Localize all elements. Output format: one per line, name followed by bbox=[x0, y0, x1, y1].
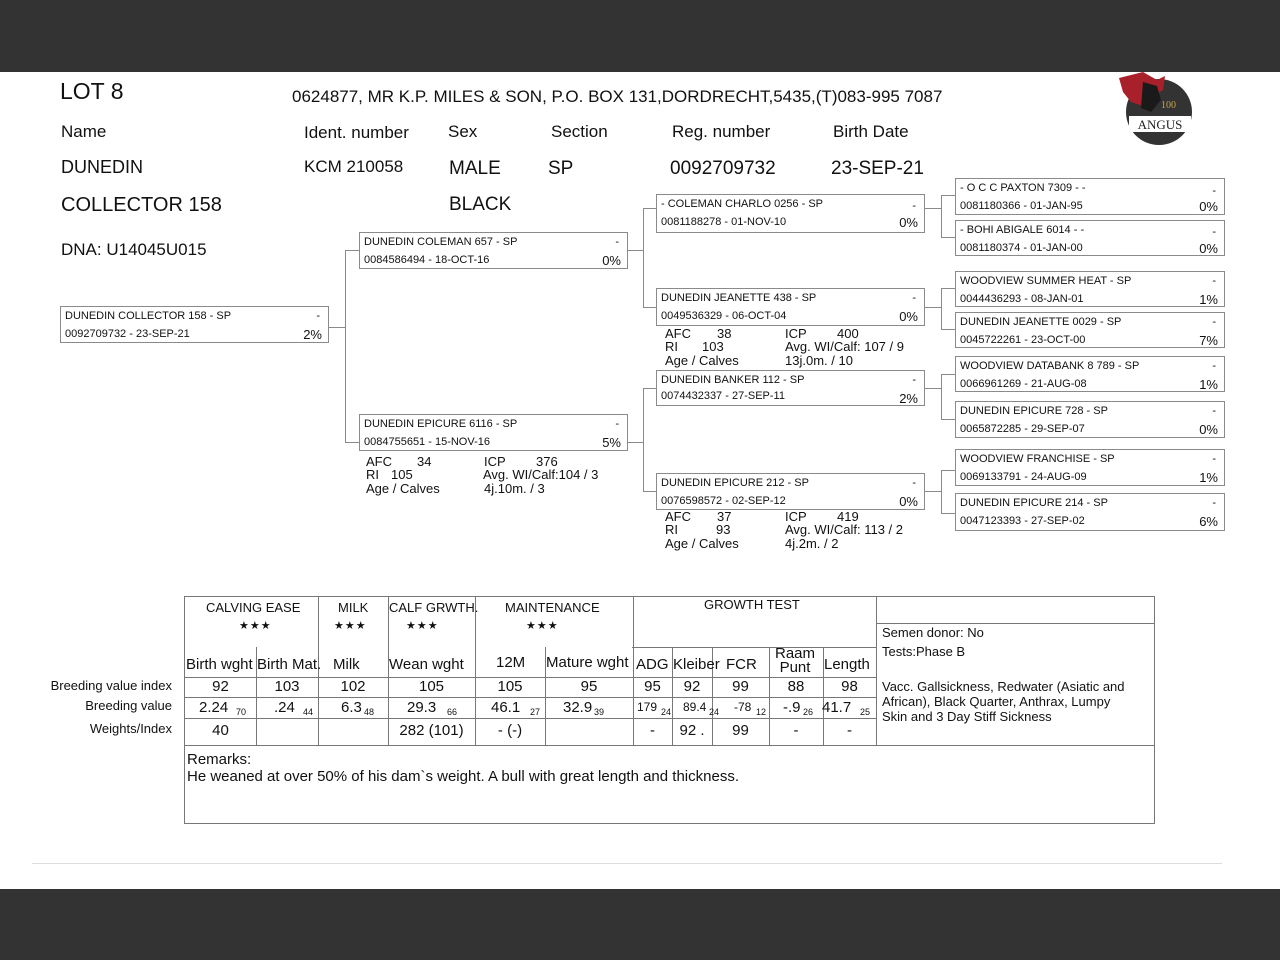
connector bbox=[628, 442, 643, 443]
ri-label: RI bbox=[665, 339, 678, 354]
ggp-dash: - bbox=[1212, 405, 1216, 417]
connector bbox=[941, 195, 942, 237]
bv-cell: -.9 bbox=[783, 699, 801, 716]
section-label: Section bbox=[551, 122, 608, 141]
bv-cell: 2.24 bbox=[199, 699, 229, 716]
connector bbox=[643, 388, 644, 491]
ggp-reg: 0066961269 - 21-AUG-08 bbox=[960, 378, 1087, 390]
avg-calf: Avg. WI/Calf: 107 / 9 bbox=[785, 339, 904, 354]
ggp-pct: 1% bbox=[1199, 470, 1218, 485]
acc-cell: 25 bbox=[860, 707, 871, 717]
stars-calf: ★★★ bbox=[406, 620, 439, 632]
dam-reg: 0084755651 - 15-NOV-16 bbox=[364, 436, 490, 448]
ggp-reg: 0069133791 - 24-AUG-09 bbox=[960, 471, 1087, 483]
afc-value: 37 bbox=[717, 509, 732, 524]
remarks-text: He weaned at over 50% of his dam`s weight. A bull with great length and thickness. bbox=[187, 768, 739, 785]
connector bbox=[628, 250, 643, 251]
col-birth-wght: Birth wght bbox=[186, 656, 253, 673]
idx-cell: 105 bbox=[497, 678, 523, 695]
icp-value: 419 bbox=[837, 509, 859, 524]
ggp-reg: 0081180366 - 01-JAN-95 bbox=[960, 200, 1083, 212]
semen-donor: Semen donor: No bbox=[882, 625, 984, 640]
ss-dash: - bbox=[912, 200, 916, 212]
col-milk: Milk bbox=[333, 656, 360, 673]
cat-maintenance: MAINTENANCE bbox=[505, 600, 600, 615]
icp-value: 400 bbox=[837, 326, 859, 341]
pedigree-dam[interactable] bbox=[359, 414, 628, 451]
idx-cell: 98 bbox=[841, 678, 858, 695]
ri-label: RI bbox=[366, 467, 379, 482]
acc-cell: 24 bbox=[709, 707, 720, 717]
idx-cell: 99 bbox=[732, 678, 749, 695]
pedigree-ggp-4[interactable] bbox=[955, 312, 1225, 348]
ggp-dash: - bbox=[1212, 316, 1216, 328]
ggp-dash: - bbox=[1212, 453, 1216, 465]
wt-cell: - bbox=[793, 722, 799, 739]
reg-label: Reg. number bbox=[672, 122, 771, 141]
connector bbox=[941, 237, 956, 238]
ggp-reg: 0047123393 - 27-SEP-02 bbox=[960, 515, 1085, 527]
wt-cell: 99 bbox=[732, 722, 749, 739]
wt-cell: 282 (101) bbox=[399, 722, 464, 739]
pedigree-sire-sire[interactable] bbox=[656, 194, 925, 233]
dd-name: DUNEDIN EPICURE 212 - SP bbox=[661, 477, 809, 489]
bv-cell: .24 bbox=[274, 699, 295, 716]
ggp-name: DUNEDIN EPICURE 214 - SP bbox=[960, 497, 1108, 509]
sd-reg: 0049536329 - 06-OCT-04 bbox=[661, 310, 787, 322]
col-wean-wght: Wean wght bbox=[389, 656, 464, 673]
idx-cell: 105 bbox=[418, 678, 445, 695]
ds-reg: 0074432337 - 27-SEP-11 bbox=[661, 390, 785, 402]
idx-cell: 88 bbox=[787, 678, 805, 695]
connector bbox=[329, 327, 345, 328]
col-mature-wght: Mature wght bbox=[546, 654, 629, 671]
ggp-dash: - bbox=[1212, 226, 1216, 238]
pedigree-ggp-5[interactable] bbox=[955, 356, 1225, 392]
ggp-pct: 0% bbox=[1199, 241, 1218, 256]
ri-value: 103 bbox=[702, 339, 724, 354]
connector bbox=[941, 374, 942, 419]
age-value: 4j.10m. / 3 bbox=[484, 481, 545, 496]
animal-pct: 2% bbox=[303, 327, 322, 342]
stars-calving: ★★★ bbox=[239, 620, 272, 632]
ss-reg: 0081188278 - 01-NOV-10 bbox=[661, 216, 787, 228]
acc-cell: 44 bbox=[303, 707, 314, 717]
connector bbox=[925, 208, 941, 209]
afc-label: AFC bbox=[665, 326, 691, 341]
age-value: 13j.0m. / 10 bbox=[785, 353, 853, 368]
ri-value: 93 bbox=[716, 522, 731, 537]
ggp-pct: 1% bbox=[1199, 377, 1218, 392]
acc-cell: 26 bbox=[803, 707, 814, 717]
ggp-pct: 6% bbox=[1199, 514, 1218, 529]
ss-pct: 0% bbox=[899, 215, 918, 230]
ds-dash: - bbox=[912, 374, 916, 386]
pedigree-ggp-1[interactable] bbox=[955, 178, 1225, 215]
owner-line: 0624877, MR K.P. MILES & SON, P.O. BOX 131,DORDRECHT,5435,(T)083-995 7087 bbox=[292, 87, 943, 106]
sire-pct: 0% bbox=[602, 253, 621, 268]
reg-value: 0092709732 bbox=[670, 158, 776, 179]
ri-label: RI bbox=[665, 522, 678, 537]
acc-cell: 24 bbox=[661, 707, 672, 717]
animal-name-line1: DUNEDIN bbox=[61, 157, 144, 177]
wt-cell: 92 . bbox=[679, 722, 705, 739]
ggp-reg: 0044436293 - 08-JAN-01 bbox=[960, 293, 1084, 305]
age-label: Age / Calves bbox=[665, 536, 739, 551]
connector bbox=[941, 195, 956, 196]
pedigree-ggp-3[interactable] bbox=[955, 271, 1225, 307]
bv-cell: 32.9 bbox=[563, 699, 593, 716]
connector bbox=[941, 470, 942, 513]
cat-calf-growth: CALF GRWTH. bbox=[389, 600, 479, 615]
acc-cell: 27 bbox=[530, 707, 541, 717]
connector bbox=[941, 329, 956, 330]
wt-cell: 40 bbox=[212, 722, 229, 739]
connector bbox=[941, 288, 942, 329]
afc-value: 34 bbox=[417, 454, 432, 469]
connector bbox=[345, 250, 346, 442]
pedigree-animal[interactable] bbox=[60, 306, 329, 343]
sd-dash: - bbox=[912, 292, 916, 304]
bv-cell: 89.4 bbox=[683, 700, 707, 714]
idx-cell: 95 bbox=[580, 678, 598, 695]
pedigree-sire-dam[interactable] bbox=[656, 288, 925, 326]
age-label: Age / Calves bbox=[665, 353, 739, 368]
section-value: SP bbox=[548, 158, 574, 179]
afc-label: AFC bbox=[366, 454, 392, 469]
ggp-name: - O C C PAXTON 7309 - - bbox=[960, 182, 1086, 194]
connector bbox=[345, 250, 360, 251]
bv-cell: 179 bbox=[637, 700, 658, 714]
sex-label: Sex bbox=[448, 122, 478, 141]
connector bbox=[643, 491, 657, 492]
ggp-reg: 0081180374 - 01-JAN-00 bbox=[960, 242, 1083, 254]
acc-cell: 70 bbox=[236, 707, 247, 717]
stars-maint: ★★★ bbox=[526, 620, 559, 632]
dam-dam-stats bbox=[665, 510, 925, 552]
pedigree-dam-dam[interactable] bbox=[656, 473, 925, 510]
pedigree-ggp-7[interactable] bbox=[955, 449, 1225, 486]
ds-name: DUNEDIN BANKER 112 - SP bbox=[661, 374, 805, 386]
wt-cell: - bbox=[650, 722, 655, 739]
ds-pct: 2% bbox=[899, 391, 918, 406]
dd-reg: 0076598572 - 02-SEP-12 bbox=[661, 495, 786, 507]
acc-cell: 39 bbox=[594, 707, 605, 717]
ri-value: 105 bbox=[391, 467, 413, 482]
dam-name: DUNEDIN EPICURE 6116 - SP bbox=[364, 418, 518, 430]
dna-code: DNA: U14045U015 bbox=[61, 240, 207, 259]
connector bbox=[345, 442, 360, 443]
connector bbox=[941, 374, 956, 375]
sale-catalog-page bbox=[0, 72, 1280, 889]
idx-cell: 103 bbox=[274, 678, 300, 695]
sex-value: MALE bbox=[449, 158, 501, 179]
cat-milk: MILK bbox=[338, 600, 369, 615]
age-label: Age / Calves bbox=[366, 481, 440, 496]
connector bbox=[941, 288, 956, 289]
connector bbox=[643, 208, 657, 209]
col-length: Length bbox=[824, 656, 870, 673]
col-kleiber: Kleiber bbox=[673, 656, 720, 673]
ident-label: Ident. number bbox=[304, 123, 409, 142]
col-12m: 12M bbox=[496, 654, 526, 671]
icp-label: ICP bbox=[785, 509, 807, 524]
afc-label: AFC bbox=[665, 509, 691, 524]
vaccination-line2: African), Black Quarter, Anthrax, Lumpy bbox=[882, 694, 1111, 709]
ggp-name: WOODVIEW FRANCHISE - SP bbox=[960, 453, 1115, 465]
col-fcr: FCR bbox=[726, 656, 757, 673]
col-raam-punt: Raam Punt bbox=[774, 645, 815, 676]
ggp-name: WOODVIEW SUMMER HEAT - SP bbox=[960, 275, 1132, 287]
connector bbox=[941, 513, 956, 514]
ggp-dash: - bbox=[1212, 360, 1216, 372]
acc-cell: 66 bbox=[447, 707, 458, 717]
connector bbox=[925, 491, 941, 492]
pedigree-dam-sire[interactable] bbox=[656, 370, 925, 406]
acc-cell: 48 bbox=[364, 707, 375, 717]
bv-cell: -78 bbox=[734, 700, 752, 714]
animal-reg: 0092709732 - 23-SEP-21 bbox=[65, 328, 190, 340]
angus-logo bbox=[1113, 72, 1197, 146]
dd-pct: 0% bbox=[899, 494, 918, 509]
connector bbox=[941, 470, 956, 471]
tests: Tests:Phase B bbox=[882, 644, 966, 659]
svg-text:100: 100 bbox=[1161, 100, 1176, 111]
connector bbox=[925, 307, 941, 308]
pedigree-ggp-8[interactable] bbox=[955, 493, 1225, 531]
ggp-pct: 1% bbox=[1199, 292, 1218, 307]
avg-calf: Avg. WI/Calf: 113 / 2 bbox=[785, 522, 904, 537]
cat-calving-ease: CALVING EASE bbox=[206, 600, 301, 615]
remarks-label: Remarks: bbox=[187, 751, 252, 768]
animal-name-line2: COLLECTOR 158 bbox=[61, 194, 222, 216]
wt-cell: - (-) bbox=[497, 722, 523, 739]
vaccination-line3: Skin and 3 Day Stiff Sickness bbox=[882, 709, 1052, 724]
ss-name: - COLEMAN CHARLO 0256 - SP bbox=[661, 198, 823, 210]
ggp-name: - BOHI ABIGALE 6014 - - bbox=[960, 224, 1085, 236]
ggp-pct: 7% bbox=[1199, 333, 1218, 348]
age-value: 4j.2m. / 2 bbox=[785, 536, 839, 551]
sd-pct: 0% bbox=[899, 309, 918, 324]
row-label-index: Breeding value index bbox=[50, 678, 172, 693]
ggp-dash: - bbox=[1212, 497, 1216, 509]
dam-stats bbox=[366, 455, 626, 497]
dam-pct: 5% bbox=[602, 435, 621, 450]
row-label-weights: Weights/Index bbox=[89, 721, 172, 736]
idx-cell: 92 bbox=[683, 678, 701, 695]
sire-reg: 0084586494 - 18-OCT-16 bbox=[364, 254, 490, 266]
dd-dash: - bbox=[912, 477, 916, 489]
bv-cell: 41.7 bbox=[822, 699, 852, 716]
avg-calf: Avg. WI/Calf:104 / 3 bbox=[483, 467, 599, 482]
col-adg: ADG bbox=[636, 656, 669, 673]
birth-label: Birth Date bbox=[833, 122, 909, 141]
row-label-bv: Breeding value bbox=[85, 698, 172, 713]
pedigree-sire[interactable] bbox=[359, 232, 628, 269]
ggp-name: WOODVIEW DATABANK 8 789 - SP bbox=[960, 360, 1140, 372]
divider bbox=[32, 863, 1222, 864]
logo-text: ANGUS bbox=[1137, 117, 1183, 132]
pedigree-ggp-2[interactable] bbox=[955, 220, 1225, 256]
connector bbox=[643, 208, 644, 307]
connector bbox=[925, 388, 941, 389]
ggp-pct: 0% bbox=[1199, 422, 1218, 437]
bv-cell: 29.3 bbox=[407, 699, 437, 716]
acc-cell: 12 bbox=[756, 707, 767, 717]
sire-name: DUNEDIN COLEMAN 657 - SP bbox=[364, 236, 518, 248]
bv-cell: 46.1 bbox=[491, 699, 521, 716]
ggp-reg: 0045722261 - 23-OCT-00 bbox=[960, 334, 1086, 346]
afc-value: 38 bbox=[717, 326, 732, 341]
icp-value: 376 bbox=[536, 454, 558, 469]
colour-value: BLACK bbox=[449, 194, 512, 215]
stars-milk: ★★★ bbox=[334, 620, 367, 632]
bv-cell: 6.3 bbox=[341, 699, 362, 716]
connector bbox=[941, 419, 956, 420]
icp-label: ICP bbox=[484, 454, 506, 469]
wt-cell: - bbox=[847, 722, 852, 739]
breeding-value-table bbox=[184, 596, 1155, 824]
ggp-name: DUNEDIN EPICURE 728 - SP bbox=[960, 405, 1108, 417]
name-label: Name bbox=[61, 122, 107, 141]
sire-dam-stats bbox=[665, 327, 925, 369]
animal-name: DUNEDIN COLLECTOR 158 - SP bbox=[65, 310, 232, 322]
pedigree-ggp-6[interactable] bbox=[955, 401, 1225, 438]
sd-name: DUNEDIN JEANETTE 438 - SP bbox=[661, 292, 817, 304]
sire-dash: - bbox=[615, 236, 619, 248]
vaccination-line1: Vacc. Gallsickness, Redwater (Asiatic and bbox=[882, 679, 1125, 694]
connector bbox=[643, 307, 657, 308]
lot-number: LOT 8 bbox=[60, 78, 124, 104]
ident-value: KCM 210058 bbox=[304, 157, 404, 176]
animal-dash: - bbox=[316, 310, 320, 322]
ggp-name: DUNEDIN JEANETTE 0029 - SP bbox=[960, 316, 1122, 328]
ggp-pct: 0% bbox=[1199, 199, 1218, 214]
ggp-dash: - bbox=[1212, 275, 1216, 287]
idx-cell: 92 bbox=[212, 678, 229, 695]
cat-growth-test: GROWTH TEST bbox=[704, 597, 800, 612]
idx-cell: 102 bbox=[340, 678, 366, 695]
ggp-dash: - bbox=[1212, 185, 1216, 197]
birth-value: 23-SEP-21 bbox=[831, 158, 924, 179]
col-birth-mat: Birth Mat. bbox=[257, 656, 322, 673]
icp-label: ICP bbox=[785, 326, 807, 341]
connector bbox=[643, 388, 657, 389]
dam-dash: - bbox=[615, 418, 619, 430]
ggp-reg: 0065872285 - 29-SEP-07 bbox=[960, 423, 1085, 435]
idx-cell: 95 bbox=[644, 678, 661, 695]
